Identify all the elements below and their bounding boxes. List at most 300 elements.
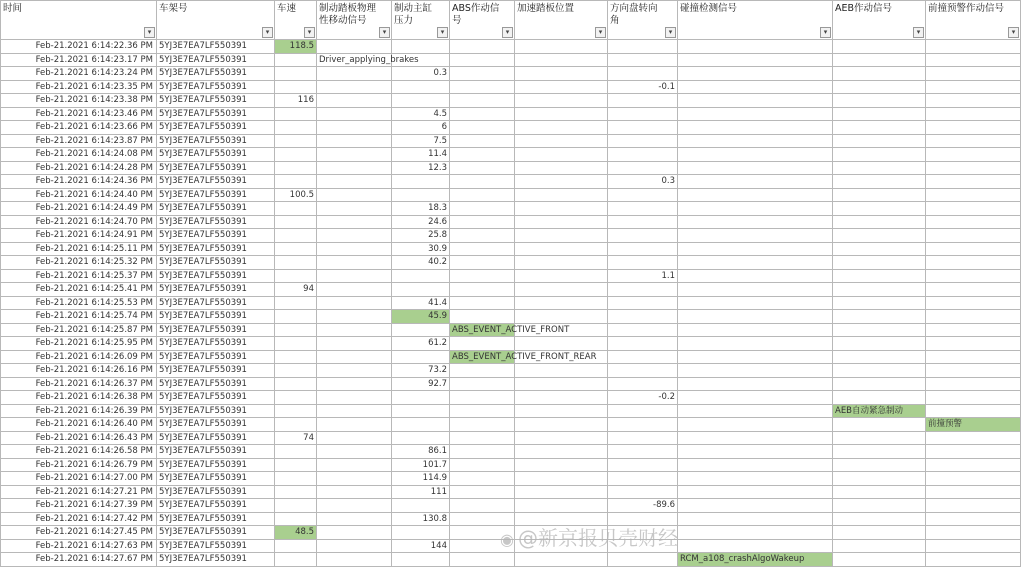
cell-vin[interactable]: 5YJ3E7EA7LF550391 [157,269,275,283]
cell-fcw[interactable] [926,458,1021,472]
cell-time[interactable]: Feb-21.2021 6:14:26.39 PM [1,404,157,418]
cell-press[interactable]: 101.7 [392,458,450,472]
cell-vin[interactable]: 5YJ3E7EA7LF550391 [157,242,275,256]
filter-dropdown-icon[interactable]: ▾ [913,27,924,38]
cell-time[interactable]: Feb-21.2021 6:14:27.63 PM [1,539,157,553]
cell-crash[interactable] [678,404,833,418]
cell-fcw[interactable] [926,539,1021,553]
cell-brake[interactable] [317,148,392,162]
cell-accel[interactable] [515,256,608,270]
cell-vin[interactable]: 5YJ3E7EA7LF550391 [157,215,275,229]
cell-aeb[interactable] [833,337,926,351]
cell-aeb[interactable] [833,323,926,337]
cell-aeb[interactable] [833,53,926,67]
cell-vin[interactable]: 5YJ3E7EA7LF550391 [157,472,275,486]
cell-press[interactable] [392,499,450,513]
cell-press[interactable]: 4.5 [392,107,450,121]
cell-press[interactable] [392,94,450,108]
cell-aeb[interactable] [833,202,926,216]
cell-steer[interactable] [608,553,678,567]
cell-steer[interactable] [608,445,678,459]
cell-time[interactable]: Feb-21.2021 6:14:25.87 PM [1,323,157,337]
cell-fcw[interactable] [926,134,1021,148]
cell-abs[interactable] [450,418,515,432]
cell-time[interactable]: Feb-21.2021 6:14:23.24 PM [1,67,157,81]
cell-vin[interactable]: 5YJ3E7EA7LF550391 [157,94,275,108]
cell-brake[interactable] [317,337,392,351]
cell-vin[interactable]: 5YJ3E7EA7LF550391 [157,161,275,175]
cell-time[interactable]: Feb-21.2021 6:14:22.36 PM [1,40,157,54]
cell-steer[interactable] [608,431,678,445]
cell-vin[interactable]: 5YJ3E7EA7LF550391 [157,404,275,418]
cell-press[interactable]: 18.3 [392,202,450,216]
cell-speed[interactable] [275,296,317,310]
cell-speed[interactable] [275,553,317,567]
cell-crash[interactable] [678,283,833,297]
cell-steer[interactable]: -89.6 [608,499,678,513]
cell-vin[interactable]: 5YJ3E7EA7LF550391 [157,175,275,189]
cell-vin[interactable]: 5YJ3E7EA7LF550391 [157,526,275,540]
cell-abs[interactable] [450,337,515,351]
cell-press[interactable]: 30.9 [392,242,450,256]
cell-steer[interactable] [608,242,678,256]
filter-dropdown-icon[interactable]: ▾ [820,27,831,38]
cell-aeb[interactable] [833,445,926,459]
cell-brake[interactable] [317,175,392,189]
cell-accel[interactable] [515,175,608,189]
cell-aeb[interactable] [833,458,926,472]
cell-fcw[interactable] [926,175,1021,189]
cell-vin[interactable]: 5YJ3E7EA7LF550391 [157,391,275,405]
cell-speed[interactable] [275,350,317,364]
cell-fcw[interactable] [926,40,1021,54]
cell-fcw[interactable] [926,107,1021,121]
cell-brake[interactable] [317,256,392,270]
cell-press[interactable] [392,80,450,94]
cell-brake[interactable] [317,485,392,499]
cell-crash[interactable] [678,553,833,567]
filter-dropdown-icon[interactable]: ▾ [595,27,606,38]
cell-abs[interactable] [450,364,515,378]
cell-steer[interactable] [608,148,678,162]
cell-accel[interactable] [515,296,608,310]
cell-speed[interactable] [275,337,317,351]
cell-aeb[interactable] [833,148,926,162]
cell-press[interactable]: 86.1 [392,445,450,459]
cell-accel[interactable] [515,94,608,108]
cell-fcw[interactable] [926,202,1021,216]
cell-steer[interactable] [608,337,678,351]
cell-speed[interactable] [275,364,317,378]
cell-accel[interactable] [515,512,608,526]
cell-time[interactable]: Feb-21.2021 6:14:26.43 PM [1,431,157,445]
cell-brake[interactable] [317,229,392,243]
cell-steer[interactable] [608,94,678,108]
cell-abs[interactable] [450,94,515,108]
cell-speed[interactable] [275,53,317,67]
cell-steer[interactable] [608,323,678,337]
cell-speed[interactable] [275,458,317,472]
cell-speed[interactable]: 100.5 [275,188,317,202]
cell-accel[interactable] [515,148,608,162]
cell-accel[interactable] [515,485,608,499]
cell-press[interactable]: 41.4 [392,296,450,310]
cell-speed[interactable] [275,256,317,270]
cell-time[interactable]: Feb-21.2021 6:14:27.39 PM [1,499,157,513]
cell-vin[interactable]: 5YJ3E7EA7LF550391 [157,418,275,432]
cell-fcw[interactable] [926,67,1021,81]
cell-crash[interactable] [678,40,833,54]
cell-aeb[interactable] [833,121,926,135]
cell-accel[interactable] [515,364,608,378]
cell-fcw[interactable] [926,553,1021,567]
cell-abs[interactable] [450,148,515,162]
cell-brake[interactable] [317,364,392,378]
cell-aeb[interactable] [833,526,926,540]
cell-abs[interactable] [450,40,515,54]
cell-accel[interactable] [515,472,608,486]
cell-press[interactable]: 114.9 [392,472,450,486]
cell-abs[interactable] [450,526,515,540]
filter-dropdown-icon[interactable]: ▾ [262,27,273,38]
cell-crash[interactable] [678,526,833,540]
cell-crash[interactable] [678,431,833,445]
cell-abs[interactable] [450,242,515,256]
cell-press[interactable] [392,40,450,54]
filter-dropdown-icon[interactable]: ▾ [502,27,513,38]
cell-aeb[interactable] [833,269,926,283]
cell-crash[interactable] [678,418,833,432]
cell-abs[interactable] [450,310,515,324]
cell-press[interactable]: 11.4 [392,148,450,162]
cell-time[interactable]: Feb-21.2021 6:14:23.38 PM [1,94,157,108]
cell-accel[interactable] [515,377,608,391]
cell-abs[interactable] [450,458,515,472]
cell-time[interactable]: Feb-21.2021 6:14:23.87 PM [1,134,157,148]
cell-aeb[interactable] [833,283,926,297]
cell-steer[interactable] [608,310,678,324]
cell-accel[interactable] [515,310,608,324]
cell-crash[interactable] [678,499,833,513]
cell-time[interactable]: Feb-21.2021 6:14:26.16 PM [1,364,157,378]
cell-vin[interactable]: 5YJ3E7EA7LF550391 [157,364,275,378]
cell-brake[interactable] [317,67,392,81]
cell-speed[interactable] [275,512,317,526]
cell-abs[interactable] [450,269,515,283]
cell-fcw[interactable] [926,377,1021,391]
cell-time[interactable]: Feb-21.2021 6:14:27.45 PM [1,526,157,540]
cell-accel[interactable] [515,188,608,202]
cell-brake[interactable] [317,188,392,202]
cell-aeb[interactable] [833,431,926,445]
cell-vin[interactable]: 5YJ3E7EA7LF550391 [157,229,275,243]
cell-steer[interactable] [608,134,678,148]
cell-brake[interactable] [317,526,392,540]
cell-time[interactable]: Feb-21.2021 6:14:26.79 PM [1,458,157,472]
cell-press[interactable] [392,350,450,364]
cell-accel[interactable] [515,215,608,229]
cell-crash[interactable] [678,269,833,283]
cell-aeb[interactable] [833,242,926,256]
cell-press[interactable] [392,175,450,189]
cell-abs[interactable] [450,499,515,513]
filter-dropdown-icon[interactable]: ▾ [665,27,676,38]
cell-aeb[interactable] [833,256,926,270]
cell-crash[interactable] [678,337,833,351]
cell-crash[interactable] [678,67,833,81]
cell-brake[interactable] [317,323,392,337]
cell-time[interactable]: Feb-21.2021 6:14:26.09 PM [1,350,157,364]
cell-speed[interactable] [275,202,317,216]
cell-abs[interactable] [450,80,515,94]
cell-accel[interactable] [515,121,608,135]
cell-vin[interactable]: 5YJ3E7EA7LF550391 [157,188,275,202]
cell-crash[interactable] [678,445,833,459]
cell-time[interactable]: Feb-21.2021 6:14:23.66 PM [1,121,157,135]
cell-steer[interactable] [608,404,678,418]
cell-speed[interactable] [275,161,317,175]
cell-vin[interactable]: 5YJ3E7EA7LF550391 [157,121,275,135]
cell-crash[interactable] [678,539,833,553]
cell-time[interactable]: Feb-21.2021 6:14:24.08 PM [1,148,157,162]
cell-aeb[interactable] [833,418,926,432]
cell-fcw[interactable] [926,485,1021,499]
cell-press[interactable] [392,418,450,432]
cell-fcw[interactable] [926,215,1021,229]
cell-steer[interactable] [608,121,678,135]
filter-dropdown-icon[interactable]: ▾ [379,27,390,38]
cell-crash[interactable] [678,53,833,67]
cell-time[interactable]: Feb-21.2021 6:14:24.49 PM [1,202,157,216]
cell-aeb[interactable] [833,539,926,553]
cell-brake[interactable] [317,80,392,94]
cell-crash[interactable] [678,310,833,324]
cell-brake[interactable] [317,161,392,175]
cell-speed[interactable]: 118.5 [275,40,317,54]
cell-crash[interactable] [678,377,833,391]
cell-abs[interactable] [450,431,515,445]
filter-dropdown-icon[interactable]: ▾ [304,27,315,38]
cell-abs[interactable] [450,485,515,499]
cell-brake[interactable] [317,431,392,445]
cell-brake[interactable] [317,283,392,297]
cell-speed[interactable] [275,175,317,189]
cell-vin[interactable]: 5YJ3E7EA7LF550391 [157,323,275,337]
cell-crash[interactable] [678,229,833,243]
cell-speed[interactable] [275,377,317,391]
cell-aeb[interactable] [833,485,926,499]
cell-steer[interactable] [608,377,678,391]
cell-abs[interactable] [450,175,515,189]
cell-fcw[interactable] [926,148,1021,162]
cell-fcw[interactable] [926,364,1021,378]
cell-fcw[interactable] [926,499,1021,513]
cell-speed[interactable] [275,310,317,324]
cell-abs[interactable] [450,472,515,486]
cell-accel[interactable] [515,202,608,216]
cell-vin[interactable]: 5YJ3E7EA7LF550391 [157,310,275,324]
cell-vin[interactable]: 5YJ3E7EA7LF550391 [157,148,275,162]
cell-aeb[interactable] [833,391,926,405]
cell-vin[interactable]: 5YJ3E7EA7LF550391 [157,485,275,499]
cell-speed[interactable] [275,67,317,81]
cell-time[interactable]: Feb-21.2021 6:14:23.46 PM [1,107,157,121]
cell-time[interactable]: Feb-21.2021 6:14:26.40 PM [1,418,157,432]
cell-time[interactable]: Feb-21.2021 6:14:25.74 PM [1,310,157,324]
cell-press[interactable] [392,323,450,337]
cell-fcw[interactable] [926,391,1021,405]
cell-steer[interactable] [608,512,678,526]
cell-brake[interactable] [317,539,392,553]
cell-press[interactable]: 6 [392,121,450,135]
cell-press[interactable] [392,188,450,202]
cell-press[interactable] [392,391,450,405]
cell-press[interactable]: 73.2 [392,364,450,378]
cell-speed[interactable] [275,539,317,553]
cell-fcw[interactable] [926,121,1021,135]
cell-steer[interactable]: 0.3 [608,175,678,189]
cell-abs[interactable] [450,215,515,229]
cell-abs[interactable] [450,67,515,81]
cell-speed[interactable] [275,80,317,94]
filter-dropdown-icon[interactable]: ▾ [437,27,448,38]
cell-crash[interactable] [678,364,833,378]
cell-fcw[interactable] [926,512,1021,526]
cell-press[interactable]: 111 [392,485,450,499]
cell-brake[interactable] [317,404,392,418]
cell-speed[interactable] [275,148,317,162]
cell-time[interactable]: Feb-21.2021 6:14:27.00 PM [1,472,157,486]
cell-aeb[interactable] [833,175,926,189]
cell-abs[interactable] [450,350,597,364]
cell-vin[interactable]: 5YJ3E7EA7LF550391 [157,80,275,94]
cell-accel[interactable] [515,431,608,445]
cell-accel[interactable] [515,337,608,351]
cell-vin[interactable]: 5YJ3E7EA7LF550391 [157,539,275,553]
cell-abs[interactable] [450,512,515,526]
cell-brake[interactable] [317,391,392,405]
cell-brake[interactable] [317,215,392,229]
cell-steer[interactable] [608,161,678,175]
cell-steer[interactable]: 1.1 [608,269,678,283]
cell-steer[interactable] [608,485,678,499]
cell-steer[interactable] [608,188,678,202]
cell-accel[interactable] [515,283,608,297]
cell-brake[interactable] [317,310,392,324]
cell-abs[interactable] [450,323,570,337]
cell-fcw[interactable] [926,337,1021,351]
cell-fcw[interactable] [926,431,1021,445]
cell-fcw[interactable] [926,269,1021,283]
cell-speed[interactable]: 116 [275,94,317,108]
cell-brake[interactable] [317,53,419,67]
cell-accel[interactable] [515,458,608,472]
cell-press[interactable] [392,553,450,567]
cell-crash[interactable] [678,512,833,526]
cell-press[interactable] [392,404,450,418]
cell-speed[interactable] [275,391,317,405]
cell-aeb[interactable] [833,310,926,324]
cell-speed[interactable] [275,485,317,499]
filter-dropdown-icon[interactable]: ▾ [1008,27,1019,38]
cell-time[interactable]: Feb-21.2021 6:14:25.41 PM [1,283,157,297]
cell-aeb[interactable] [833,364,926,378]
cell-accel[interactable] [515,67,608,81]
cell-crash[interactable] [678,94,833,108]
cell-speed[interactable] [275,107,317,121]
cell-aeb[interactable] [833,188,926,202]
cell-fcw[interactable] [926,350,1021,364]
cell-crash[interactable] [678,323,833,337]
cell-abs[interactable] [450,404,515,418]
cell-press[interactable]: 12.3 [392,161,450,175]
cell-vin[interactable]: 5YJ3E7EA7LF550391 [157,350,275,364]
cell-steer[interactable] [608,107,678,121]
cell-crash[interactable] [678,175,833,189]
cell-fcw[interactable] [926,323,1021,337]
cell-vin[interactable]: 5YJ3E7EA7LF550391 [157,499,275,513]
cell-abs[interactable] [450,229,515,243]
cell-brake[interactable] [317,553,392,567]
cell-speed[interactable] [275,404,317,418]
cell-accel[interactable] [515,134,608,148]
cell-brake[interactable] [317,269,392,283]
cell-time[interactable]: Feb-21.2021 6:14:26.38 PM [1,391,157,405]
cell-brake[interactable] [317,296,392,310]
cell-speed[interactable] [275,134,317,148]
cell-abs[interactable] [450,188,515,202]
cell-speed[interactable] [275,215,317,229]
cell-press[interactable] [392,526,450,540]
cell-crash[interactable] [678,202,833,216]
cell-brake[interactable] [317,377,392,391]
cell-vin[interactable]: 5YJ3E7EA7LF550391 [157,107,275,121]
cell-accel[interactable] [515,418,608,432]
cell-press[interactable]: 25.8 [392,229,450,243]
cell-brake[interactable] [317,40,392,54]
cell-accel[interactable] [515,40,608,54]
cell-brake[interactable] [317,472,392,486]
cell-steer[interactable] [608,53,678,67]
cell-abs[interactable] [450,391,515,405]
cell-brake[interactable] [317,458,392,472]
cell-steer[interactable] [608,418,678,432]
cell-crash[interactable] [678,80,833,94]
cell-vin[interactable]: 5YJ3E7EA7LF550391 [157,67,275,81]
cell-time[interactable]: Feb-21.2021 6:14:25.32 PM [1,256,157,270]
cell-vin[interactable]: 5YJ3E7EA7LF550391 [157,377,275,391]
cell-accel[interactable] [515,107,608,121]
cell-fcw[interactable] [926,310,1021,324]
cell-abs[interactable] [450,377,515,391]
cell-vin[interactable]: 5YJ3E7EA7LF550391 [157,202,275,216]
cell-accel[interactable] [515,391,608,405]
cell-aeb[interactable] [833,499,926,513]
cell-aeb[interactable] [833,40,926,54]
cell-brake[interactable] [317,107,392,121]
cell-brake[interactable] [317,134,392,148]
cell-vin[interactable]: 5YJ3E7EA7LF550391 [157,431,275,445]
cell-fcw[interactable] [926,418,1021,432]
cell-abs[interactable] [450,202,515,216]
cell-accel[interactable] [515,445,608,459]
cell-speed[interactable]: 48.5 [275,526,317,540]
cell-crash[interactable] [678,350,833,364]
cell-abs[interactable] [450,53,515,67]
cell-abs[interactable] [450,107,515,121]
cell-crash[interactable] [678,161,833,175]
cell-fcw[interactable] [926,161,1021,175]
